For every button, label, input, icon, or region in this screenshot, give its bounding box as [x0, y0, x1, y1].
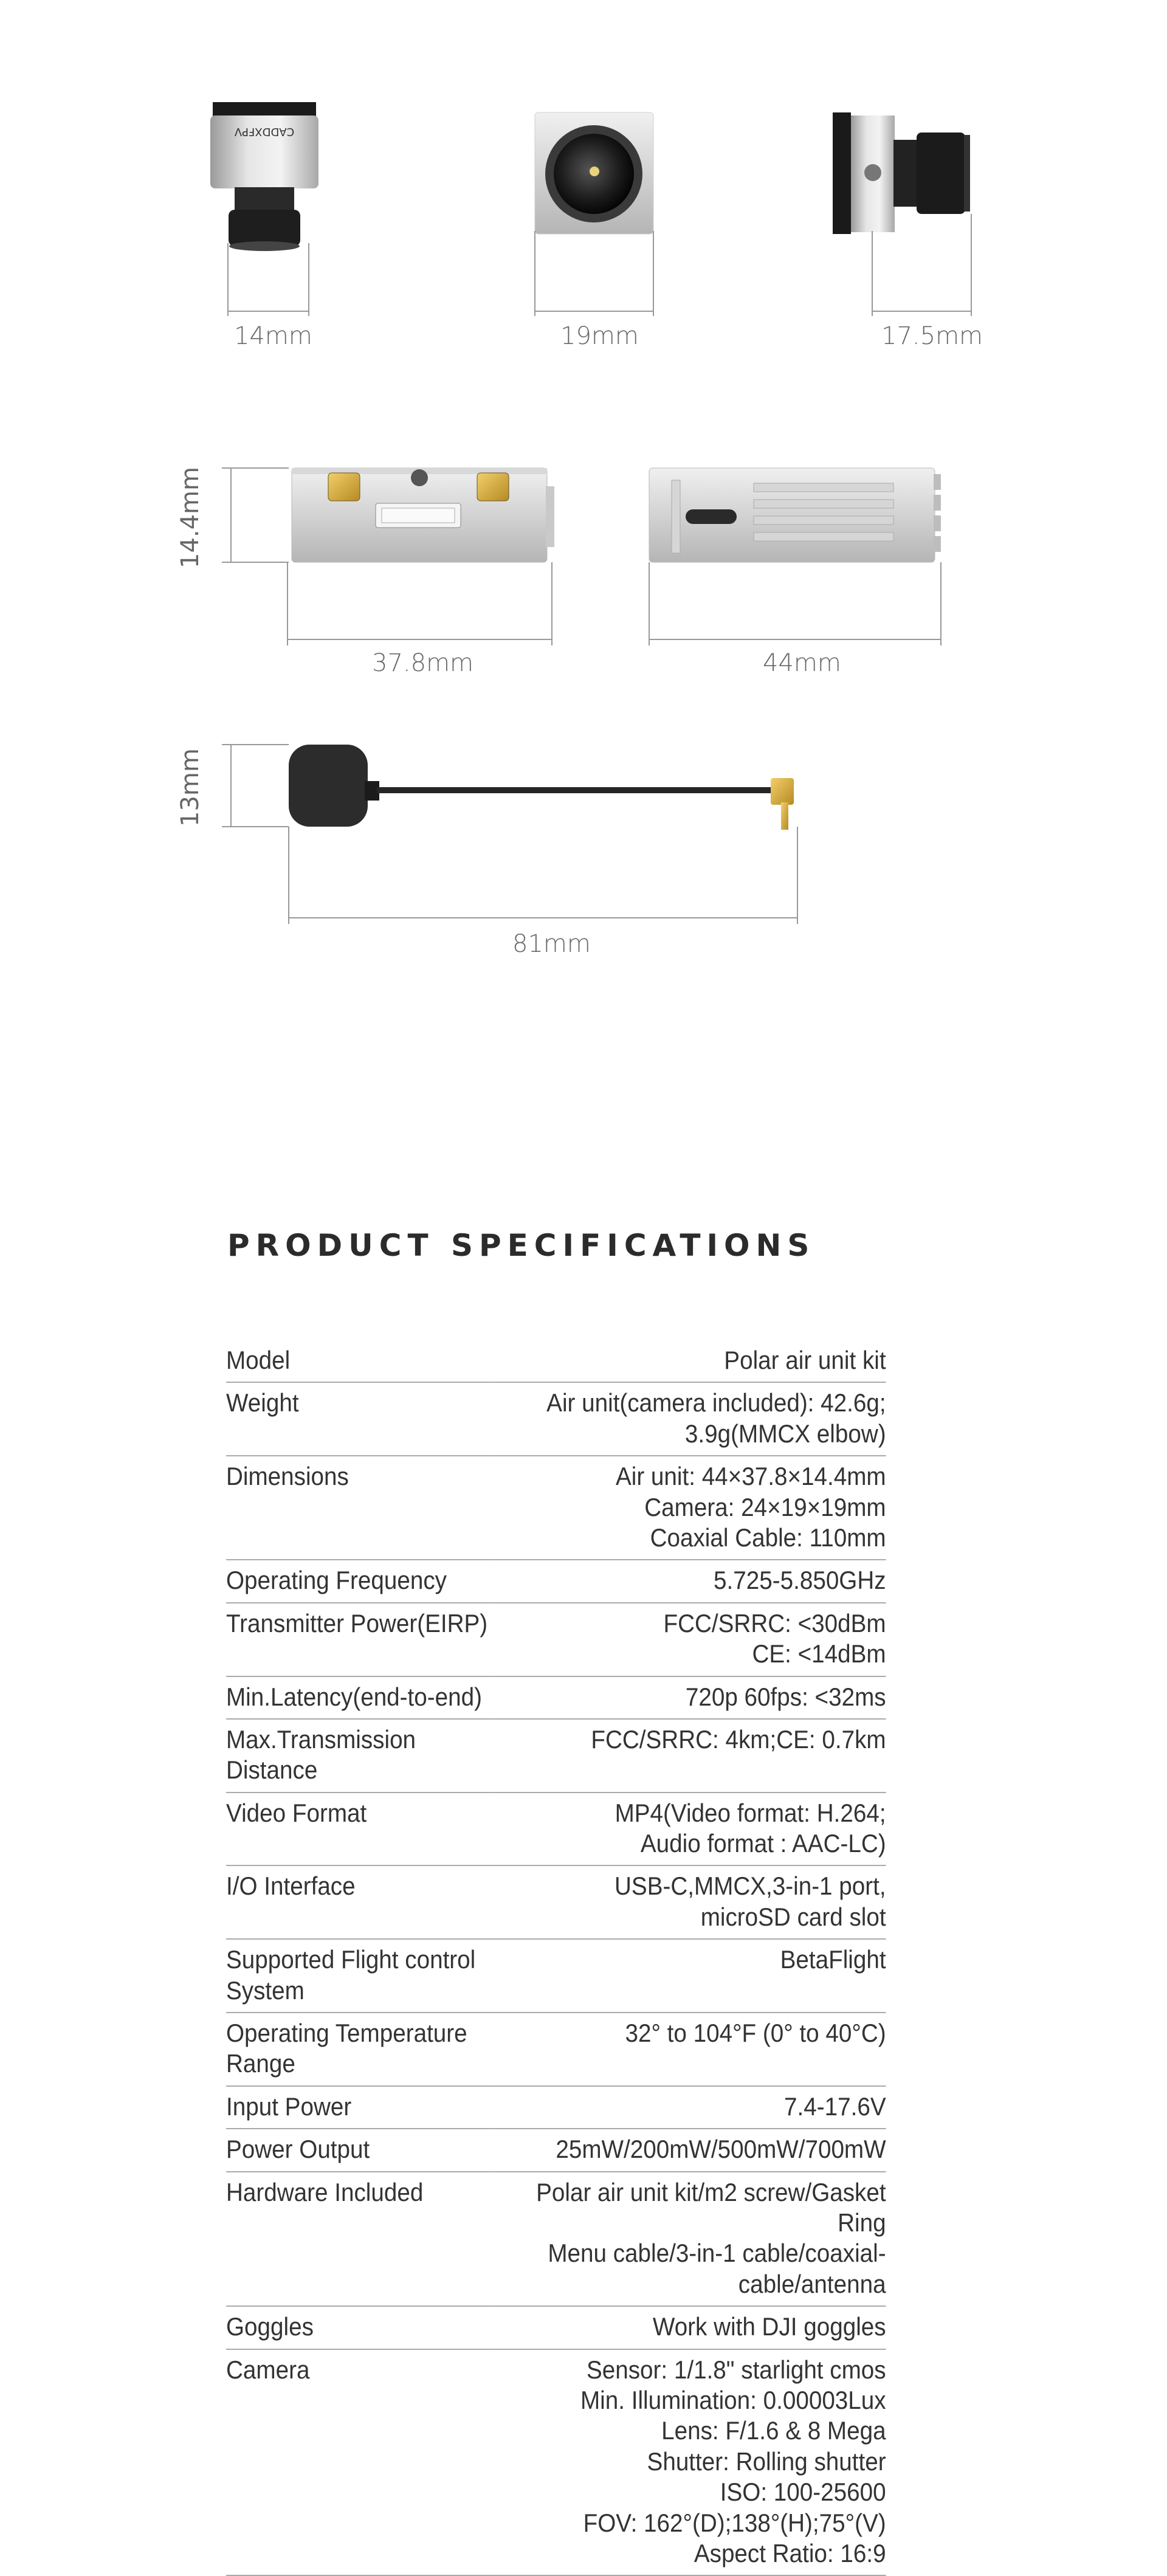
camera-width-label: 14mm: [234, 322, 312, 350]
spec-value-line: Work with DJI goggles: [652, 2312, 886, 2341]
spec-label: Min.Latency(end-to-end): [226, 1682, 482, 1711]
antenna-drawing: [289, 745, 794, 830]
spec-value: [490, 1793, 886, 1866]
spec-row: [226, 1456, 886, 1560]
spec-value-line: BetaFlight: [780, 1945, 886, 1974]
spec-value: [490, 2086, 886, 2129]
spec-value: [490, 1560, 886, 1602]
spec-value: [490, 1456, 886, 1560]
spec-label: Transmitter Power(EIRP): [226, 1608, 488, 1638]
spec-label: Input Power: [226, 2092, 352, 2121]
spec-value-line: CE: <14dBm: [752, 1639, 886, 1669]
spec-label: Video Format: [226, 1798, 367, 1827]
spec-value-line: Coaxial Cable: 110mm: [650, 1523, 886, 1552]
spec-value-line: 3.9g(MMCX elbow): [684, 1419, 886, 1448]
spec-value-line: Audio format : AAC-LC): [640, 1829, 886, 1858]
spec-row: [226, 1382, 886, 1456]
camera-depth-label: 17.5mm: [881, 322, 983, 350]
spec-label: Max.Transmission Distance: [226, 1724, 416, 1785]
camera-top-view: [535, 112, 653, 234]
air-unit-width-label: 37.8mm: [372, 649, 473, 677]
spec-value-line: Shutter: Rolling shutter: [647, 2447, 886, 2476]
spec-value-line: FOV: 162°(D);138°(H);75°(V): [583, 2508, 886, 2537]
spec-label: Model: [226, 1346, 291, 1374]
spec-value-line: 720p 60fps: <32ms: [685, 1682, 886, 1711]
air-unit-front-view: [292, 468, 554, 562]
spec-value: [490, 1719, 886, 1793]
antenna-length-label: 81mm: [512, 930, 591, 958]
spec-row: [226, 1676, 886, 1719]
spec-row: [226, 1793, 886, 1866]
spec-value-line: USB-C,MMCX,3-in-1 port,: [614, 1872, 886, 1901]
spec-row: [226, 1340, 886, 1382]
product-dimension-drawings: [0, 0, 1167, 1003]
spec-value-line: 25mW/200mW/500mW/700mW: [556, 2135, 886, 2164]
spec-row: [226, 1865, 886, 1939]
spec-value-line: microSD card slot: [700, 1902, 886, 1931]
spec-value-line: FCC/SRRC: <30dBm: [663, 1608, 886, 1638]
svg-text:CADDXFPV: CADDXFPV: [234, 125, 295, 138]
spec-value-line: ISO: 100-25600: [720, 2478, 886, 2507]
air-unit-side-view: [649, 468, 941, 562]
air-unit-height-label: 14.4mm: [176, 467, 204, 568]
spec-label: Hardware Included: [226, 2177, 424, 2206]
camera-brand-logo: [234, 125, 294, 138]
spec-value: [490, 1939, 886, 2013]
spec-label: Goggles: [226, 2312, 314, 2341]
spec-value-line: Polar air unit kit/m2 screw/Gasket Ring: [536, 2177, 886, 2237]
spec-row: [226, 2172, 886, 2307]
spec-value-line: FCC/SRRC: 4km;CE: 0.7km: [591, 1724, 886, 1754]
spec-value-line: Air unit(camera included): 42.6g;: [546, 1388, 886, 1417]
spec-row: [226, 2306, 886, 2349]
camera-front-view: [210, 102, 318, 251]
spec-value-line: Menu cable/3-in-1 cable/coaxial-cable/antenna: [548, 2239, 886, 2298]
spec-value-line: Min. Illumination: 0.00003Lux: [580, 2385, 886, 2414]
spec-label: Power Output: [226, 2135, 370, 2164]
camera-side-view: [833, 112, 970, 234]
spec-value: [490, 1603, 886, 1676]
spec-row: [226, 2086, 886, 2129]
camera-height-label: 19mm: [560, 322, 639, 350]
spec-value: [490, 2129, 886, 2171]
antenna-height-label: 13mm: [176, 748, 204, 827]
spec-label: Operating Frequency: [226, 1566, 447, 1595]
spec-label: Weight: [226, 1388, 299, 1417]
spec-value-line: 7.4-17.6V: [784, 2092, 886, 2121]
spec-row: [226, 1939, 886, 2013]
spec-row: [226, 2349, 886, 2576]
spec-row: [226, 1719, 886, 1793]
spec-row: [226, 1560, 886, 1602]
spec-value-line: Lens: F/1.6 & 8 Mega: [661, 2416, 886, 2445]
spec-row: [226, 2013, 886, 2086]
spec-row: [226, 2129, 886, 2171]
spec-value: [490, 2349, 886, 2576]
spec-value-line: Aspect Ratio: 16:9: [694, 2538, 886, 2567]
spec-value-line: Air unit: 44×37.8×14.4mm: [615, 1462, 886, 1491]
spec-value-line: Polar air unit kit: [724, 1346, 886, 1374]
spec-value: [490, 2013, 886, 2086]
spec-value-line: 5.725-5.850GHz: [714, 1566, 886, 1595]
specs-table: [226, 1340, 886, 2576]
spec-label: Operating Temperature Range: [226, 2019, 467, 2078]
spec-value-line: Camera: 24×19×19mm: [644, 1492, 886, 1521]
spec-value: [490, 1676, 886, 1719]
spec-label: Dimensions: [226, 1462, 349, 1491]
spec-value: [490, 2172, 886, 2307]
spec-label: I/O Interface: [226, 1872, 356, 1901]
air-unit-length-label: 44mm: [763, 649, 841, 677]
spec-value: [490, 1865, 886, 1939]
spec-value-line: 32° to 104°F (0° to 40°C): [625, 2019, 886, 2048]
spec-row: [226, 1603, 886, 1676]
spec-label: Camera: [226, 2355, 310, 2384]
spec-value: [490, 1382, 886, 1456]
spec-value-line: MP4(Video format: H.264;: [614, 1798, 886, 1827]
spec-label: Supported Flight control System: [226, 1945, 476, 2005]
spec-value: [490, 1340, 886, 1382]
specs-title: PRODUCT SPECIFICATIONS: [227, 1228, 816, 1263]
spec-value-line: Sensor: 1/1.8" starlight cmos: [586, 2355, 886, 2384]
spec-value: [490, 2306, 886, 2349]
